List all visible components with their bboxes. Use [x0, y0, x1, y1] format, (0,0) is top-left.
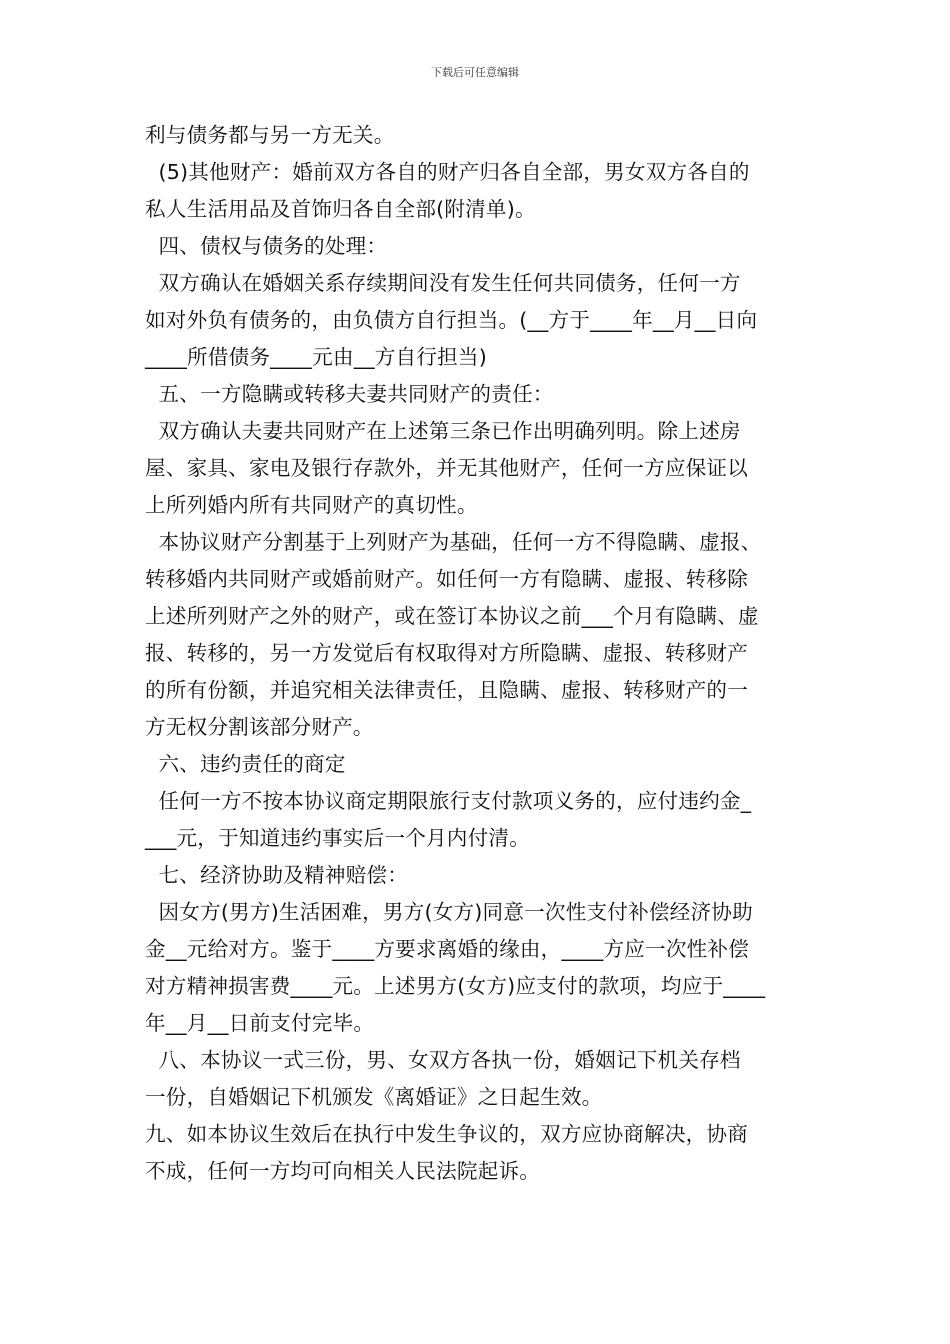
document-body: [145, 117, 815, 1190]
text-line: 利与债务都与另一方无关。: [145, 123, 395, 147]
text-line: 报、转移的，另一方发觉后有权取得对方所隐瞒、虚报、转移财产: [145, 641, 749, 665]
text-line: 本协议财产分割基于上列财产为基础，任何一方不得隐瞒、虚报、: [145, 530, 762, 554]
text-line: 金__元给对方。鉴于____方要求离婚的缘由，____方应一次性补偿: [145, 937, 750, 961]
text-line: 九、如本协议生效后在执行中发生争议的，双方应协商解决，协商: [145, 1122, 749, 1146]
page-header: 下载后可任意编辑: [431, 66, 519, 79]
text-line: 一份，自婚姻记下机颁发《离婚证》之日起生效。: [145, 1085, 603, 1109]
text-line: 七、经济协助及精神赔偿：: [145, 863, 409, 887]
text-line: 年__月__日前支付完毕。: [145, 1011, 375, 1035]
text-line: 六、违约责任的商定: [145, 752, 346, 776]
text-line: ____所借债务____元由__方自行担当): [145, 345, 487, 369]
text-line: 五、一方隐瞒或转移夫妻共同财产的责任：: [145, 382, 554, 406]
text-line: 八、本协议一式三份，男、女双方各执一份，婚姻记下机关存档: [145, 1048, 741, 1072]
text-line: 不成，任何一方均可向相关人民法院起诉。: [145, 1159, 541, 1183]
text-line: 上述所列财产之外的财产，或在签订本协议之前___个月有隐瞒、虚: [145, 604, 759, 628]
text-line: 双方确认在婚姻关系存续期间没有发生任何共同债务，任何一方: [145, 271, 741, 295]
text-line: 屋、家具、家电及银行存款外，并无其他财产，任何一方应保证以: [145, 456, 749, 480]
text-line: 对方精神损害费____元。上述男方(女方)应支付的款项，均应于____: [145, 974, 766, 998]
text-line: ___元，于知道违约事实后一个月内付清。: [145, 826, 530, 850]
text-line: 任何一方不按本协议商定期限旅行支付款项义务的，应付违约金_: [145, 789, 752, 813]
text-line: 上所列婚内所有共同财产的真切性。: [145, 493, 478, 517]
text-line: 因女方(男方)生活困难，男方(女方)同意一次性支付补偿经济协助: [145, 900, 753, 924]
text-line: 转移婚内共同财产或婚前财产。如任何一方有隐瞒、虚报、转移除: [145, 567, 749, 591]
text-line: 方无权分割该部分财产。: [145, 715, 374, 739]
text-line: (5)其他财产：婚前双方各自的财产归各自全部，男女双方各自的: [145, 160, 750, 184]
text-line: 如对外负有债务的，由负债方自行担当。(__方于____年__月__日向: [145, 308, 758, 332]
text-line: 双方确认夫妻共同财产在上述第三条已作出明确列明。除上述房: [145, 419, 741, 443]
text-line: 私人生活用品及首饰归各自全部(附清单)。: [145, 197, 536, 221]
text-line: 的所有份额，并追究相关法律责任，且隐瞒、虚报、转移财产的一: [145, 678, 749, 702]
text-line: 四、债权与债务的处理：: [145, 234, 388, 258]
